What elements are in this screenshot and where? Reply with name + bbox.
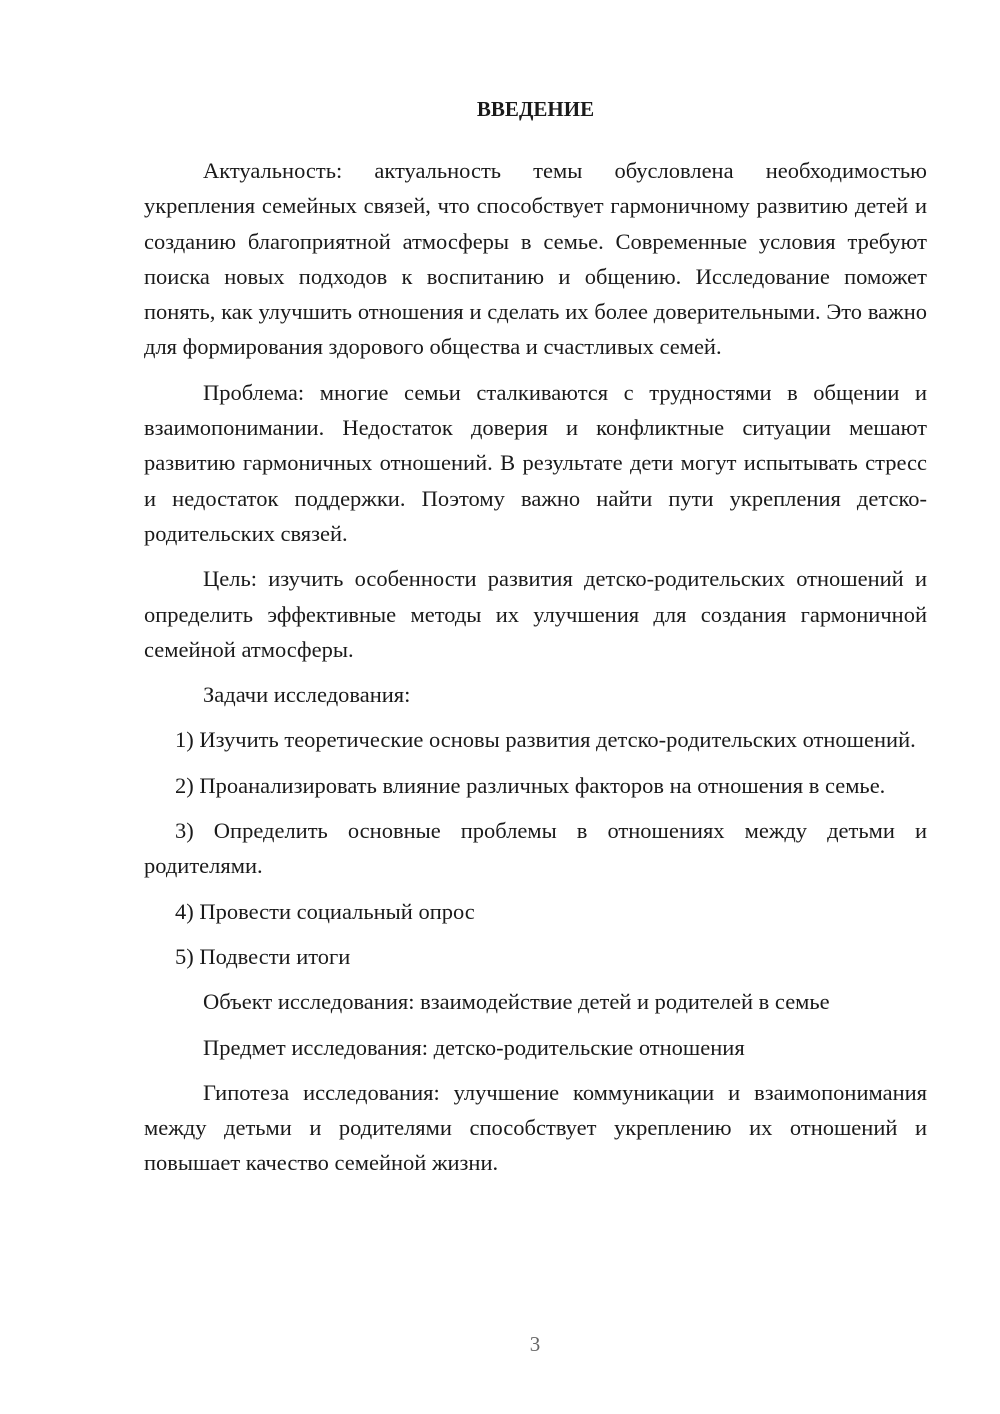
document-body <box>144 92 927 1191</box>
section-heading: ВВЕДЕНИЕ <box>476 97 595 121</box>
problem-paragraph: Проблема: многие семьи сталкиваются с трудностями в общении и взаимопонимании. Недостаток доверия и конфликтные ситуации мешают развитию гармоничных отношений. В результате дети могут испытывать стресс и недостаток поддержки. Поэтому важно найти пути укрепления детско-родительских связей. <box>144 379 927 546</box>
page-number: 3 <box>529 1332 541 1356</box>
research-subject: Предмет исследования: детско-родительские отношения <box>203 1034 745 1060</box>
relevance-paragraph: Актуальность: актуальность темы обусловлена необходимостью укрепления семейных связей, что способствует гармоничному развитию детей и созданию благоприятной атмосферы в семье. Современные условия требуют поиска новых подходов к воспитанию и общению. Исследование поможет понять, как улучшить отношения и сделать их более доверительными. Это важно для формирования здорового общества и счастливых семей. <box>144 158 927 360</box>
goal-paragraph: Цель: изучить особенности развития детско-родительских отношений и определить эффективные методы их улучшения для создания гармоничной семейной атмосферы. <box>144 566 927 662</box>
task-item-2: 2) Проанализировать влияние различных факторов на отношения в семье. <box>175 772 886 798</box>
task-item-1: 1) Изучить теоретические основы развития детско-родительских отношений. <box>175 727 916 753</box>
task-item-3: 3) Определить основные проблемы в отношениях между детьми и родителями. <box>144 818 927 879</box>
task-item-4: 4) Провести социальный опрос <box>175 898 475 924</box>
tasks-title: Задачи исследования: <box>203 682 411 708</box>
task-item-5: 5) Подвести итоги <box>175 943 351 969</box>
research-object: Объект исследования: взаимодействие детей и родителей в семье <box>203 989 830 1015</box>
hypothesis-paragraph: Гипотеза исследования: улучшение коммуникации и взаимопонимания между детьми и родителями способствует укреплению их отношений и повышает качество семейной жизни. <box>144 1079 927 1176</box>
